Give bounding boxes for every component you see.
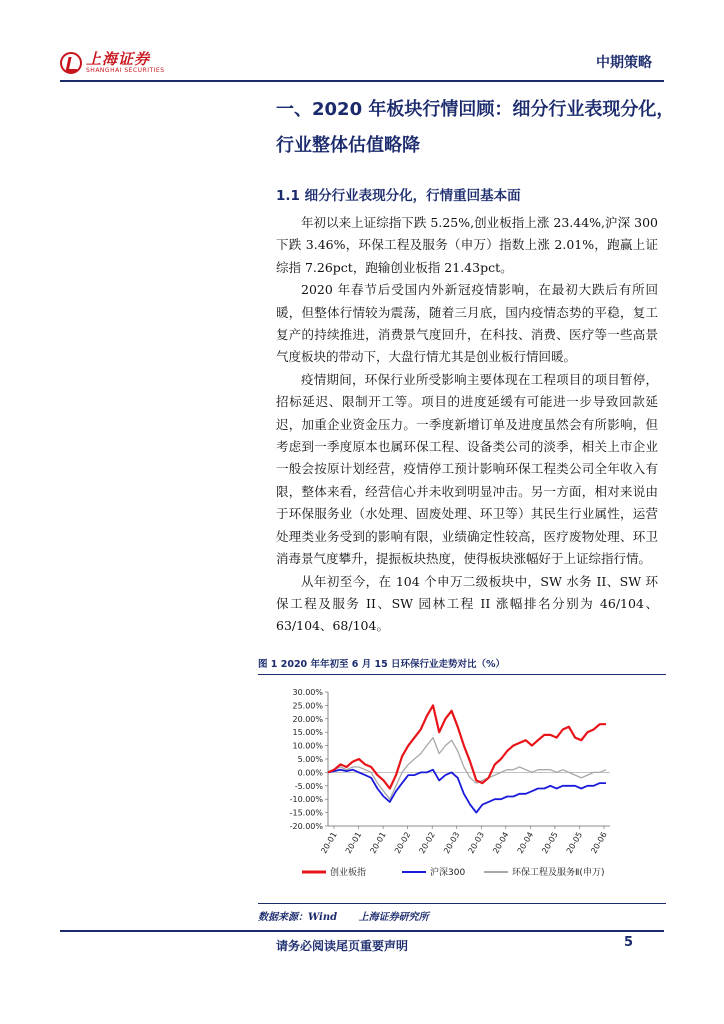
x-tick-label: 20-03 [442, 830, 462, 856]
x-tick-label: 20-05 [540, 830, 560, 856]
x-tick-label: 20-02 [392, 830, 413, 856]
series-line-0 [328, 705, 606, 788]
y-tick-label: -5.00% [294, 781, 323, 791]
legend-label: 沪深300 [430, 868, 466, 878]
logo-text [86, 52, 165, 74]
x-tick-label: 20-04 [491, 830, 511, 856]
page-number: 5 [624, 935, 634, 950]
report-type: 中期策略 [596, 55, 652, 71]
x-tick-label: 20-05 [564, 830, 585, 856]
body-text [276, 212, 658, 638]
y-tick-label: 20.00% [292, 714, 323, 724]
figure-source [258, 903, 666, 923]
y-tick-label: 25.00% [292, 701, 323, 711]
section-title-line2: 行业整体估值略降 [276, 135, 420, 156]
footer-divider [60, 930, 664, 932]
y-tick-label: 0.00% [297, 768, 323, 778]
series-line-1 [328, 770, 606, 813]
y-tick-label: -20.00% [289, 822, 323, 831]
paragraph: 从年初至今，在 104 个申万二级板块中，SW 水务 II、SW 环保工程及服务 II、SW 园林工程 II 涨幅排名分别为 46/104、63/104、68/104。 [276, 573, 658, 634]
source-org: 上海证券研究所 [358, 912, 429, 923]
x-tick-label: 20-03 [466, 830, 487, 856]
legend-label: 环保工程及服务Ⅱ(申万) [512, 868, 605, 878]
y-tick-label: 30.00% [292, 688, 323, 697]
paragraph: 年初以来上证综指下跌 5.25%,创业板指上涨 23.44%,沪深 300 下跌 3.46%，环保工程及服务（申万）指数上涨 2.01%，跑赢上证综指 7.26pct，跑输创业板指 21.43pct。 [276, 215, 658, 275]
logo-mark-icon [60, 52, 82, 74]
source-label: 数据来源：Wind [258, 912, 338, 923]
x-tick-label: 20-04 [515, 830, 536, 856]
company-logo [60, 50, 165, 76]
x-tick-label: 20-02 [417, 830, 437, 856]
x-tick-label: 20-01 [343, 830, 364, 856]
x-tick-label: 20-01 [368, 830, 388, 856]
page-header [60, 48, 660, 80]
header-divider [60, 80, 664, 82]
subsection-title: 1.1 细分行业表现分化，行情重回基本面 [276, 188, 521, 204]
footer-notice: 请务必阅读尾页重要声明 [276, 939, 409, 953]
y-tick-label: 5.00% [297, 755, 323, 764]
section-title [276, 92, 676, 164]
x-tick-label: 20-06 [589, 830, 609, 856]
y-tick-label: -15.00% [289, 808, 323, 818]
section-title-line1: 一、2020 年板块行情回顾：细分行业表现分化， [276, 99, 675, 120]
logo-chinese-name: 上海证券 [86, 50, 151, 68]
logo-english-name: SHANGHAI SECURITIES [86, 67, 165, 74]
y-tick-label: -10.00% [289, 795, 323, 805]
series-line-2 [328, 738, 606, 800]
y-tick-label: 15.00% [292, 728, 323, 738]
legend-label: 创业板指 [330, 868, 367, 878]
x-tick-label: 20-01 [319, 830, 339, 856]
paragraph: 疫情期间，环保行业所受影响主要体现在工程项目的项目暂停，招标延迟、限制开工等。项目的进度延缓有可能进一步导致回款延迟，加重企业资金压力。一季度新增订单及进度虽然会有所影响，但考虑到一季度原本也属环保工程、设备类公司的淡季，相关上市企业一般会按原计划经营，疫情停工预计影响环保工程类公司全年收入有限，整体来看，经营信心并未收到明显冲击。另一方面，相对来说由于环保服务业（水处理、固废处理、环卫等）其民生行业属性，运营处理类业务受到的影响有限，业绩确定性较高，医疗废物处理、环卫消毒景气度攀升，提振板块热度，使得板块涨幅好于上证综指行情。 [276, 371, 658, 567]
chart-svg [262, 680, 662, 890]
trend-chart [262, 680, 662, 890]
paragraph: 2020 年春节后受国内外新冠疫情影响，在最初大跌后有所回暖，但整体行情较为震荡，随着三月底，国内疫情态势的平稳，复工复产的持续推进，消费景气度回升，在科技、消费、医疗等一些高景气度板块的带动下，大盘行情尤其是创业板行情回暖。 [276, 282, 658, 365]
y-tick-label: 10.00% [292, 741, 323, 751]
figure-caption: 图 1 2020 年年初至 6 月 15 日环保行业走势对比（%） [258, 656, 666, 675]
